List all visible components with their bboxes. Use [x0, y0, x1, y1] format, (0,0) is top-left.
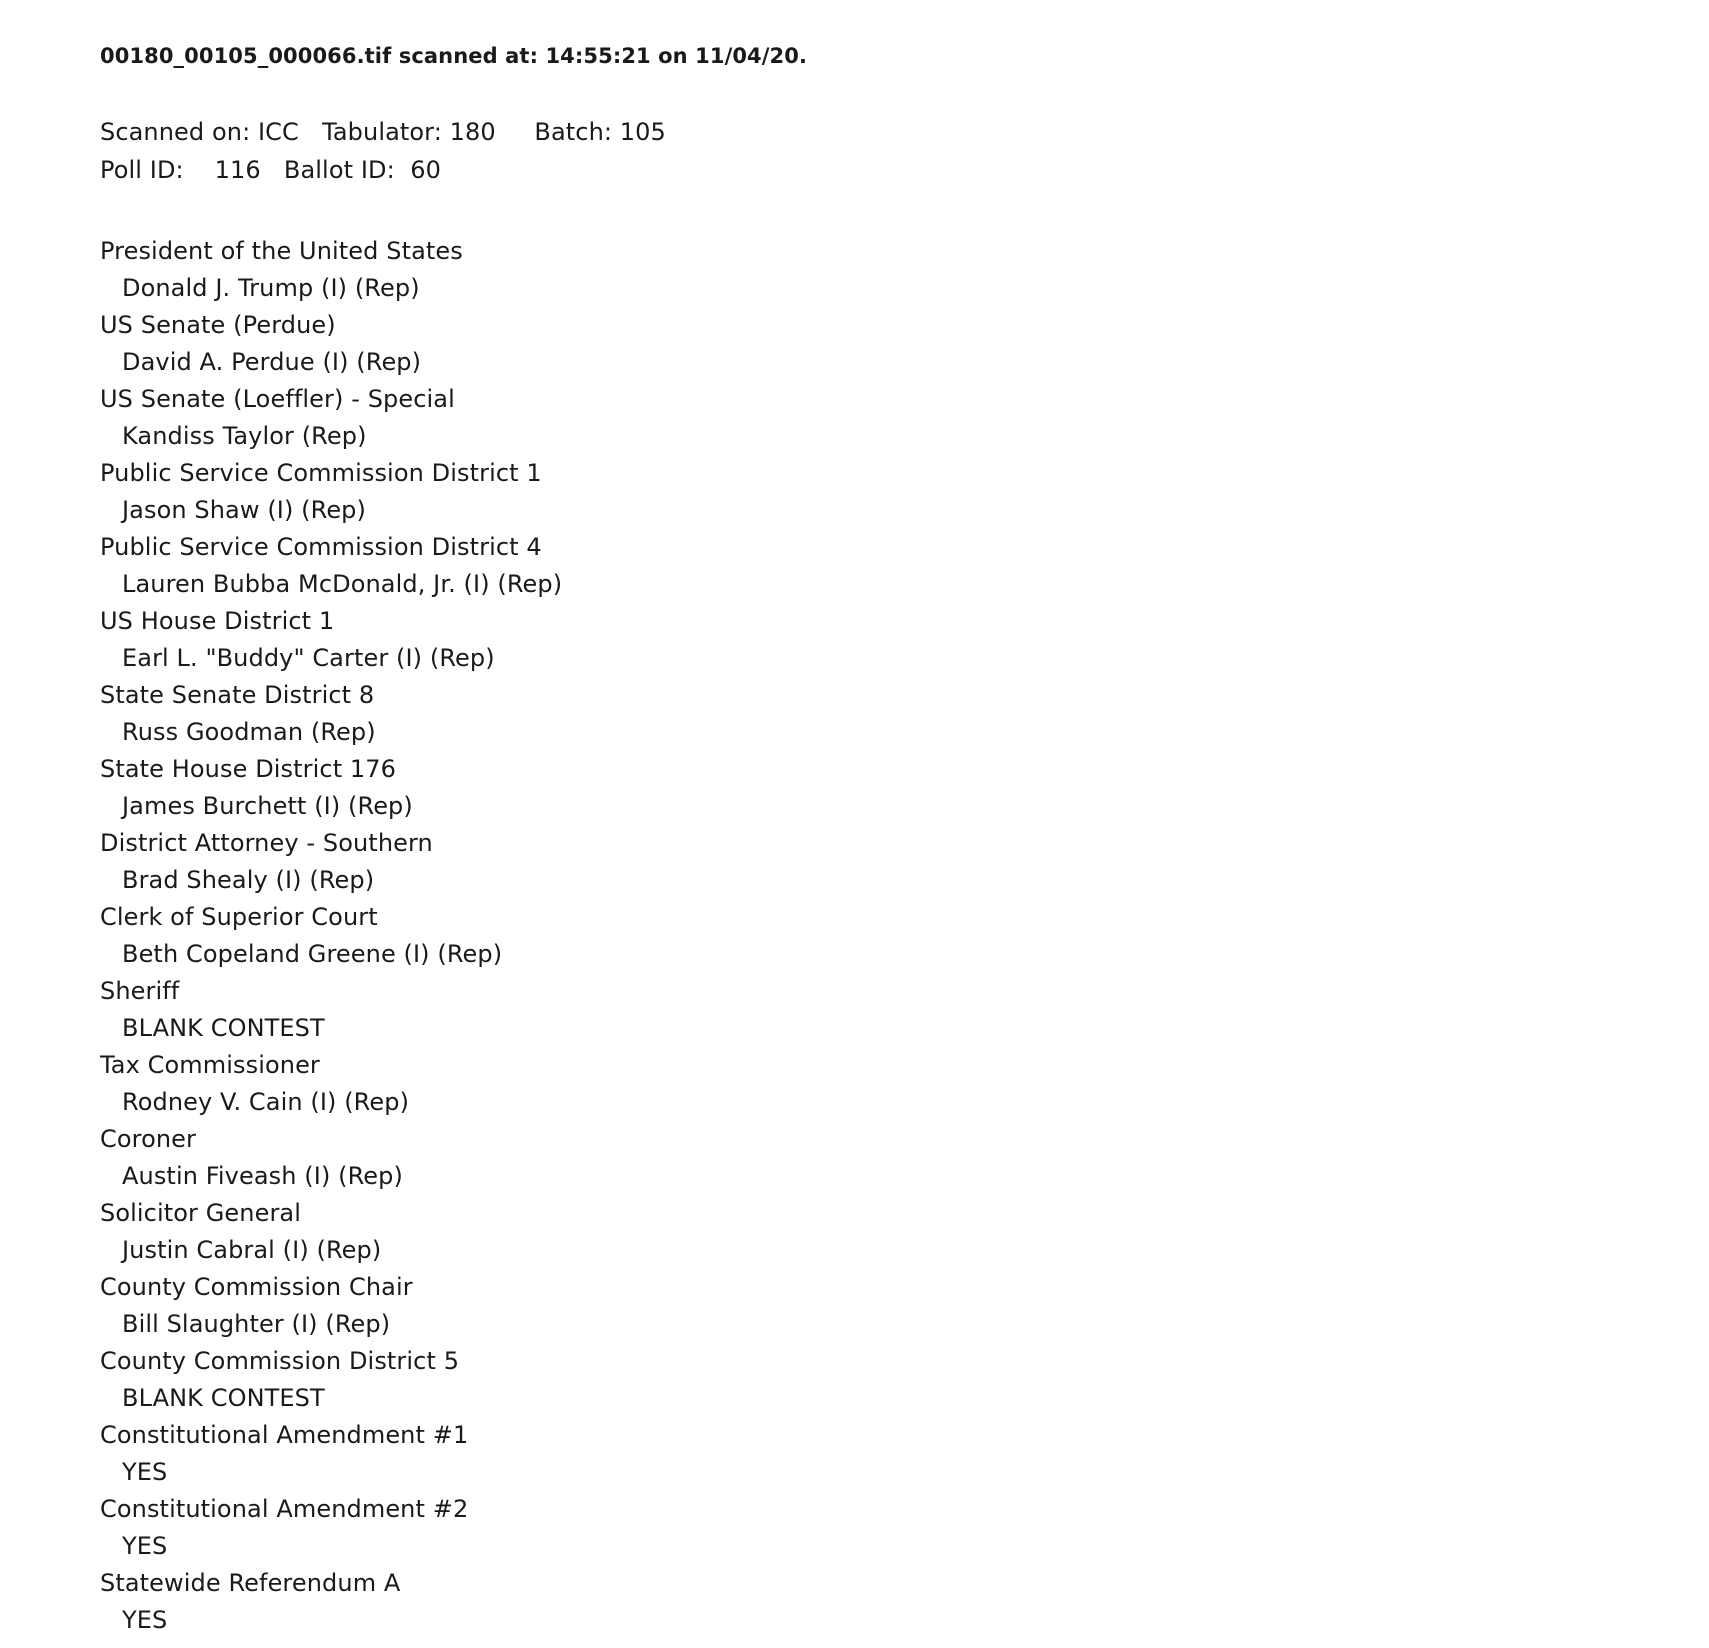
contest-entry: [100, 381, 1709, 455]
contest-entry: [100, 1343, 1709, 1417]
scan-metadata-line-2: Poll ID: 116 Ballot ID: 60: [100, 156, 441, 185]
contest-choice: YES: [122, 1606, 168, 1635]
contest-title: Public Service Commission District 4: [100, 533, 542, 562]
contest-choice: David A. Perdue (I) (Rep): [122, 348, 422, 377]
contest-title: County Commission District 5: [100, 1347, 460, 1376]
contest-choice: Kandiss Taylor (Rep): [122, 422, 367, 451]
contest-choice: Russ Goodman (Rep): [122, 718, 376, 747]
contest-entry: [100, 751, 1709, 825]
contest-entry: [100, 455, 1709, 529]
contest-entry: [100, 529, 1709, 603]
contest-choice: YES: [122, 1532, 168, 1561]
contest-choice: Jason Shaw (I) (Rep): [122, 496, 366, 525]
contest-title: US House District 1: [100, 607, 335, 636]
contest-title: Tax Commissioner: [100, 1051, 320, 1080]
contest-choice: Donald J. Trump (I) (Rep): [122, 274, 420, 303]
contest-choice: Lauren Bubba McDonald, Jr. (I) (Rep): [122, 570, 563, 599]
contest-title: Solicitor General: [100, 1199, 301, 1228]
contest-title: US Senate (Perdue): [100, 311, 336, 340]
contest-title: US Senate (Loeffler) - Special: [100, 385, 455, 414]
contest-entry: [100, 1195, 1709, 1269]
contest-entry: [100, 1491, 1709, 1565]
contest-choice: Bill Slaughter (I) (Rep): [122, 1310, 391, 1339]
contest-title: Clerk of Superior Court: [100, 903, 378, 932]
scan-metadata-block: [100, 113, 1709, 189]
contest-entry: [100, 1047, 1709, 1121]
contest-entry: [100, 899, 1709, 973]
contest-title: County Commission Chair: [100, 1273, 413, 1302]
contest-choice: James Burchett (I) (Rep): [122, 792, 413, 821]
contest-title: Statewide Referendum A: [100, 1569, 401, 1598]
contest-entry: [100, 1417, 1709, 1491]
contest-title: Constitutional Amendment #1: [100, 1421, 469, 1450]
contest-entry: [100, 973, 1709, 1047]
contest-entry: [100, 233, 1709, 307]
contest-title: Sheriff: [100, 977, 180, 1006]
contest-entry: [100, 1565, 1709, 1639]
contest-choice: Brad Shealy (I) (Rep): [122, 866, 375, 895]
contest-entry: [100, 825, 1709, 899]
contest-choice: Justin Cabral (I) (Rep): [122, 1236, 382, 1265]
contest-title: Coroner: [100, 1125, 197, 1154]
contest-choice: BLANK CONTEST: [122, 1384, 325, 1413]
contest-title: Constitutional Amendment #2: [100, 1495, 469, 1524]
contest-entry: [100, 1121, 1709, 1195]
contest-title: Public Service Commission District 1: [100, 459, 542, 488]
contest-entry: [100, 603, 1709, 677]
scan-header-line: 00180_00105_000066.tif scanned at: 14:55:21 on 11/04/20.: [100, 44, 808, 68]
scan-metadata-line-1: Scanned on: ICC Tabulator: 180 Batch: 105: [100, 118, 666, 147]
contest-choice: BLANK CONTEST: [122, 1014, 325, 1043]
contest-choice: Earl L. "Buddy" Carter (I) (Rep): [122, 644, 495, 673]
contest-list: [100, 233, 1709, 1639]
contest-title: State Senate District 8: [100, 681, 375, 710]
contest-entry: [100, 307, 1709, 381]
contest-choice: Rodney V. Cain (I) (Rep): [122, 1088, 410, 1117]
contest-title: President of the United States: [100, 237, 463, 266]
contest-choice: YES: [122, 1458, 168, 1487]
contest-choice: Beth Copeland Greene (I) (Rep): [122, 940, 503, 969]
contest-title: District Attorney - Southern: [100, 829, 433, 858]
contest-choice: Austin Fiveash (I) (Rep): [122, 1162, 403, 1191]
contest-title: State House District 176: [100, 755, 397, 784]
contest-entry: [100, 677, 1709, 751]
contest-entry: [100, 1269, 1709, 1343]
